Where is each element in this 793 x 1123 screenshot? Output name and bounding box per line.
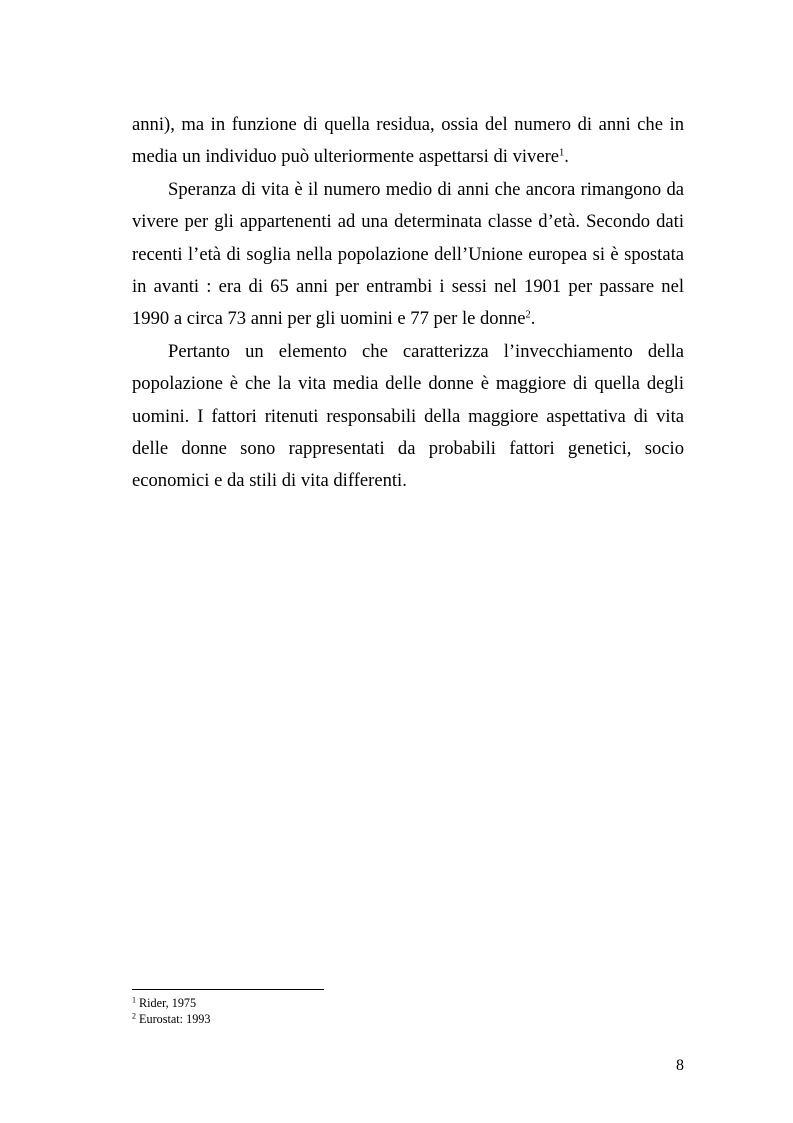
footnotes [132,996,684,1027]
footnote-1-mark: 1 [132,995,136,1005]
footnote-ref-1: 1 [559,147,565,159]
paragraph-2 [132,174,684,336]
paragraph-2-text: Speranza di vita è il numero medio di anni che ancora rimangono da vivere per gli appartenenti ad una determinata classe d’età. Secondo dati recenti l’età di soglia nella popolazione dell’Unione europea si è spostata in avanti : era di 65 anni per entrambi i sessi nel 1901 per passare nel 1990 a circa 73 anni per gli uomini e 77 per le donne [132,178,684,330]
paragraph-2-end: . [530,308,536,330]
footnote-2-mark: 2 [132,1011,136,1021]
body-text [132,109,684,498]
footnote-ref-2: 2 [525,309,531,321]
footnote-1 [132,996,684,1012]
paragraph-1 [132,109,684,174]
paragraph-3: Pertanto un elemento che caratterizza l’invecchiamento della popolazione è che la vita media delle donne è maggiore di quella degli uomini. I fattori ritenuti responsabili della maggiore aspettativa di vita delle donne sono rappresentati da probabili fattori genetici, socio economici e da stili di vita differenti. [132,340,684,492]
footnote-2-text: Eurostat: 1993 [139,1011,211,1026]
paragraph-1-text: anni), ma in funzione di quella residua, ossia del numero di anni che in media un individuo può ulteriormente aspettarsi di vivere [132,114,684,168]
paragraph-1-end: . [564,146,569,168]
page-number: 8 [676,1057,684,1074]
footnote-2 [132,1012,684,1028]
footnote-1-text: Rider, 1975 [139,996,197,1010]
footnote-separator [132,989,324,990]
